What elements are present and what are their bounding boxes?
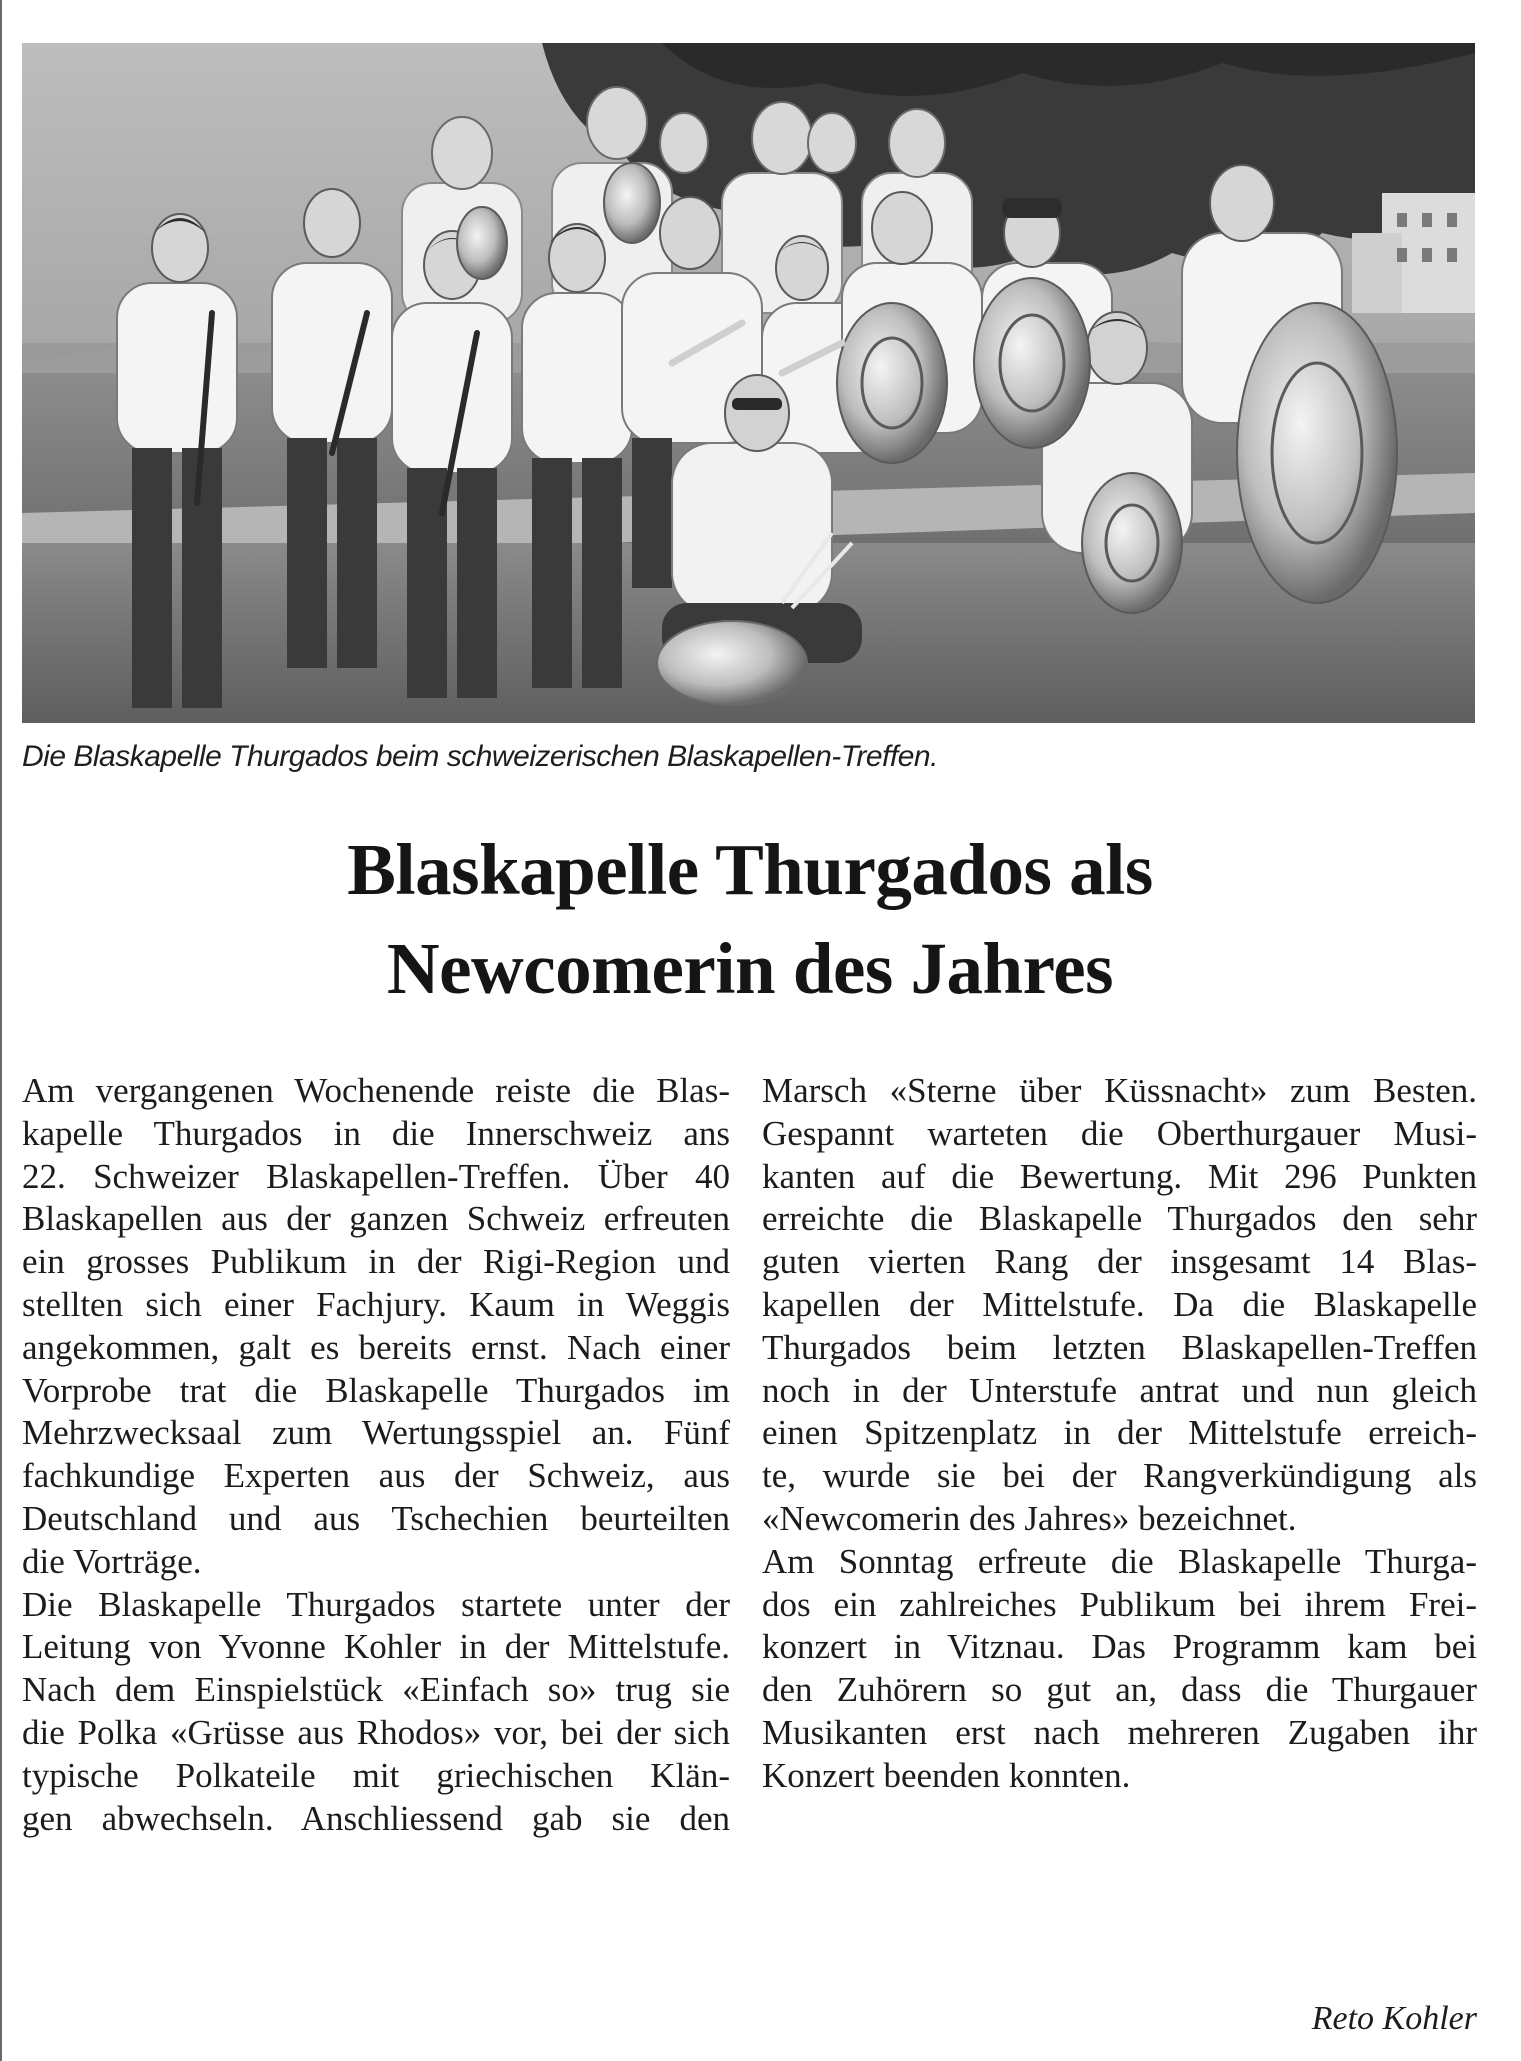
text-line: kanten auf die Bewertung. Mit 296 Punkten xyxy=(762,1156,1477,1196)
text-line: erreichte die Blaskapelle Thurgados den sehr xyxy=(762,1199,1477,1239)
headline-line-1: Blaskapelle Thurgados als xyxy=(347,829,1153,910)
text-line: konzert in Vitznau. Das Programm kam bei xyxy=(762,1627,1477,1667)
band-group-photo xyxy=(22,43,1475,723)
text-line: Vorprobe trat die Blaskapelle Thurgados im xyxy=(22,1370,730,1410)
text-line: 22. Schweizer Blaskapellen-Treffen. Über 40 xyxy=(22,1156,730,1196)
article-column-left xyxy=(22,1070,730,1840)
text-line: gen abwechseln. Anschliessend gab sie den xyxy=(22,1798,730,1838)
text-line: einen Spitzenplatz in der Mittelstufe erreich- xyxy=(762,1413,1477,1453)
text-line: Gespannt warteten die Oberthurgauer Musi- xyxy=(762,1113,1477,1153)
text-line: typische Polkateile mit griechischen Klän- xyxy=(22,1755,730,1795)
text-line: Nach dem Einspielstück «Einfach so» trug sie xyxy=(22,1670,730,1710)
text-line: den Zuhörern so gut an, dass die Thurgauer xyxy=(762,1670,1477,1710)
photo-caption: Die Blaskapelle Thurgados beim schweizerischen Blaskapellen-Treffen. xyxy=(22,740,938,773)
text-line: die Vorträge. xyxy=(22,1541,202,1581)
text-line: kapelle Thurgados in die Innerschweiz ans xyxy=(22,1113,730,1153)
text-line: ein grosses Publikum in der Rigi-Region und xyxy=(22,1242,730,1282)
text-line: die Polka «Grüsse aus Rhodos» vor, bei der sich xyxy=(22,1712,730,1752)
text-line: Leitung von Yvonne Kohler in der Mittelstufe. xyxy=(22,1627,730,1667)
article-author: Reto Kohler xyxy=(1311,2000,1477,2037)
text-line: kapellen der Mittelstufe. Da die Blaskapelle xyxy=(762,1284,1477,1324)
text-line: stellten sich einer Fachjury. Kaum in Weggis xyxy=(22,1284,730,1324)
headline-line-2: Newcomerin des Jahres xyxy=(386,928,1114,1009)
text-line: dos ein zahlreiches Publikum bei ihrem Frei- xyxy=(762,1584,1477,1624)
text-line: fachkundige Experten aus der Schweiz, aus xyxy=(22,1456,730,1496)
text-line: Blaskapellen aus der ganzen Schweiz erfreuten xyxy=(22,1199,730,1239)
article-headline xyxy=(0,820,1500,1018)
text-line: Thurgados beim letzten Blaskapellen-Treffen xyxy=(762,1327,1477,1367)
text-line: Am Sonntag erfreute die Blaskapelle Thurga- xyxy=(762,1541,1477,1581)
text-line: Mehrzwecksaal zum Wertungsspiel an. Fünf xyxy=(22,1413,730,1453)
text-line: Musikanten erst nach mehreren Zugaben ihr xyxy=(762,1712,1477,1752)
text-line: angekommen, galt es bereits ernst. Nach einer xyxy=(22,1327,730,1367)
page-border xyxy=(0,0,2,2061)
text-line: te, wurde sie bei der Rangverkündigung als xyxy=(762,1456,1477,1496)
text-line: Marsch «Sterne über Küssnacht» zum Besten. xyxy=(762,1071,1477,1110)
text-line: «Newcomerin des Jahres» bezeichnet. xyxy=(762,1498,1297,1538)
text-line: Konzert beenden konnten. xyxy=(762,1755,1131,1795)
text-line: Am vergangenen Wochenende reiste die Blas- xyxy=(22,1071,730,1110)
text-line: Die Blaskapelle Thurgados startete unter der xyxy=(22,1584,730,1624)
text-line: noch in der Unterstufe antrat und nun gleich xyxy=(762,1370,1477,1410)
text-line: guten vierten Rang der insgesamt 14 Blas- xyxy=(762,1242,1477,1282)
article-column-right xyxy=(762,1070,1477,1798)
text-line: Deutschland und aus Tschechien beurteilten xyxy=(22,1498,730,1538)
